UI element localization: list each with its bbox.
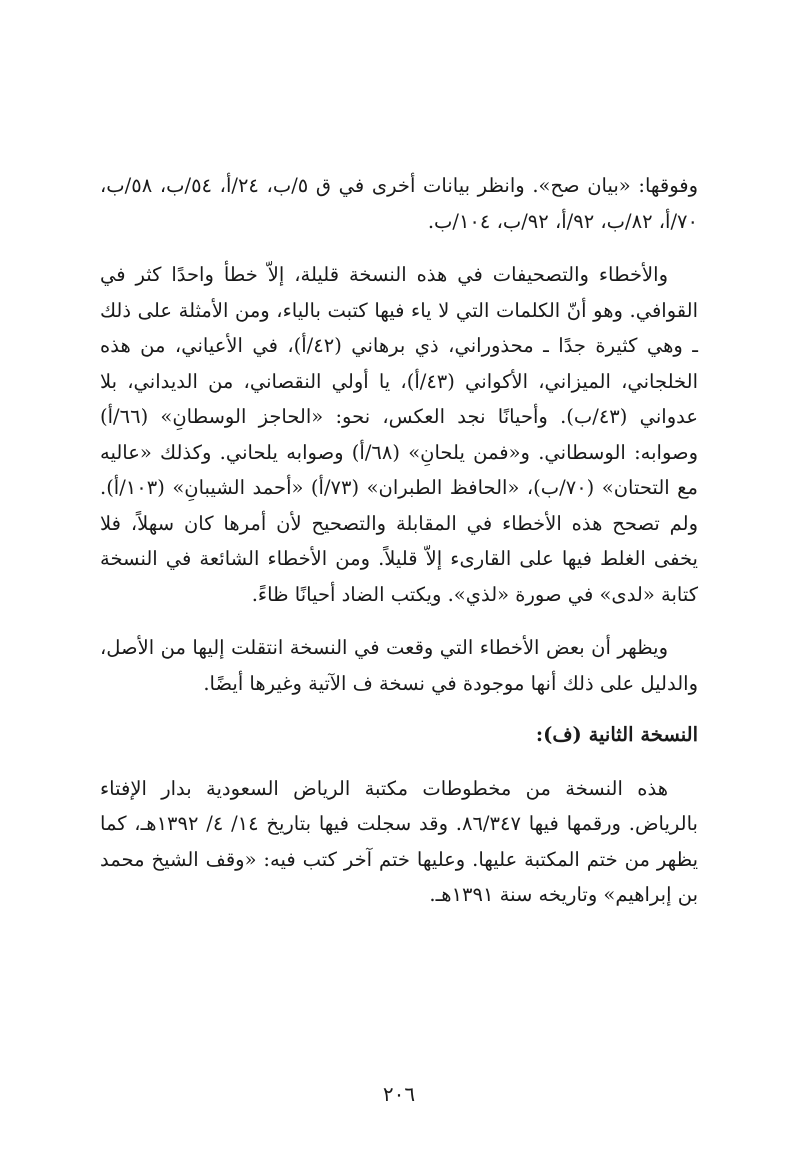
paragraph-4: هذه النسخة من مخطوطات مكتبة الرياض السعودية بدار الإفتاء بالرياض. ورقمها فيها ٨٦/٣٤٧. وقد سجلت فيها بتاريخ ١٤/ ٤/ ١٣٩٢هـ، كما يظهر من ختم المكتبة عليها. وعليها ختم آخر كتب فيه: «وقف الشيخ محمد بن إبراهيم» وتاريخه سنة ١٣٩١هـ. <box>100 776 698 906</box>
paragraph-1: وفوقها: «بيان صح». وانظر بيانات أخرى في ق ٥/ب، ٢٤/أ، ٥٤/ب، ٥٨/ب، ٧٠/أ، ٨٢/ب، ٩٢/أ، ٩٢/ب، ١٠٤/ب. <box>100 174 699 233</box>
page-number: ٢٠٦ <box>382 1082 416 1106</box>
paragraph-2: والأخطاء والتصحيفات في هذه النسخة قليلة، إلاّ خطأ واحدًا كثر في القوافي. وهو أنّ الكلمات التي لا ياء فيها كتبت بالياء، ومن الأمثلة على ذلك ـ وهي كثيرة جدًا ـ محذوراني، ذي برهاني (٤٢/أ)، في الأعياني، من هذه الخلجاني، الميزاني، الأكواني (٤٣/أ)، يا أولي النقصاني، من الديداني، بلا عدواني (٤٣/ب). وأحيانًا نجد العكس، نحو: «الحاجز الوسطانِ» (٦٦/أ) وصوابه: الوسطاني. و«فمن يلحانِ» (٦٨/أ) وصوابه يلحاني. وكذلك «عاليه مع التحتان» (٧٠/ب)، «الحافظ الطبران» (٧٣/أ) «أحمد الشيبانِ» (١٠٣/أ). ولم تصحح هذه الأخطاء في المقابلة والتصحيح لأن أمرها كان سهلاً، فلا يخفى الغلط فيها على القارىء إلاّ قليلاً. ومن الأخطاء الشائعة في النسخة كتابة «لدى» في صورة «لذي». ويكتب الضاد أحيانًا ظاءً. <box>100 263 699 606</box>
page-body <box>100 168 698 913</box>
paragraph-3: ويظهر أن بعض الأخطاء التي وقعت في النسخة انتقلت إليها من الأصل، والدليل على ذلك أنها موجودة في نسخة ف الآتية وغيرها أيضًا. <box>100 636 698 695</box>
section-heading: النسخة الثانية (ف): <box>535 723 698 746</box>
